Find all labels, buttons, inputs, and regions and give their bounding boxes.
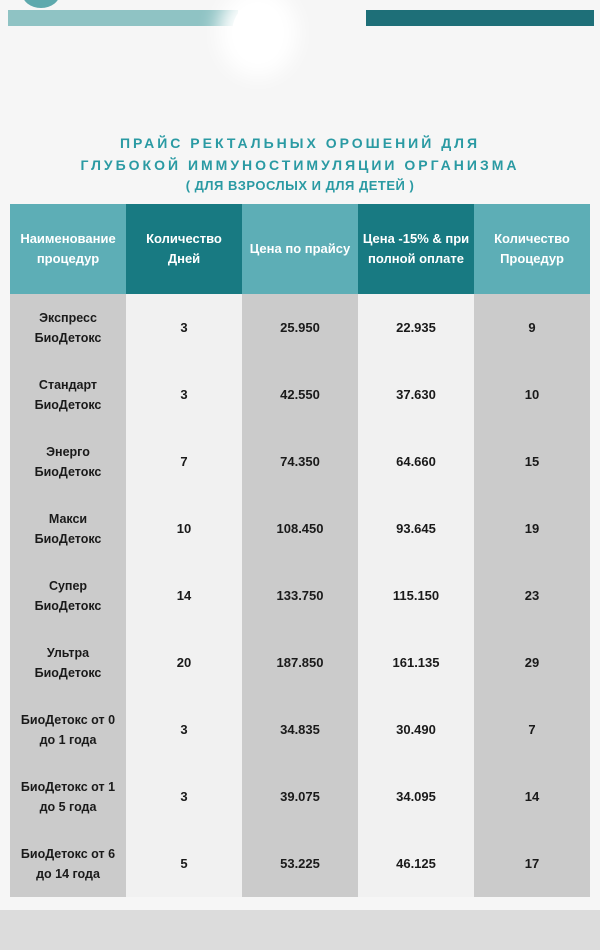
cell-procedures-count: 14 (474, 763, 590, 830)
cell-procedures-count: 17 (474, 830, 590, 897)
cell-discount-price: 34.095 (358, 763, 474, 830)
cell-procedures-count: 23 (474, 562, 590, 629)
cell-list-price: 108.450 (242, 495, 358, 562)
price-table (10, 204, 590, 897)
cell-procedure-name: БиоДетокс от 1 до 5 года (10, 763, 126, 830)
cell-days: 3 (126, 696, 242, 763)
cell-days: 20 (126, 629, 242, 696)
header-procedures-count: Количество Процедур (474, 204, 590, 294)
cell-list-price: 25.950 (242, 294, 358, 361)
title-subtitle: ( ДЛЯ ВЗРОСЛЫХ И ДЛЯ ДЕТЕЙ ) (185, 178, 415, 193)
cell-procedure-name: БиоДетокс от 6 до 14 года (10, 830, 126, 897)
cell-discount-price: 93.645 (358, 495, 474, 562)
table-row (10, 629, 590, 696)
bottom-strip (0, 910, 600, 950)
cell-procedure-name: Экспресс БиоДетокс (10, 294, 126, 361)
cell-procedure-name: Супер БиоДетокс (10, 562, 126, 629)
table-row (10, 428, 590, 495)
cell-discount-price: 37.630 (358, 361, 474, 428)
cell-days: 14 (126, 562, 242, 629)
cell-procedures-count: 7 (474, 696, 590, 763)
title-line-2: ГЛУБОКОЙ ИММУНОСТИМУЛЯЦИИ ОРГАНИЗМА (80, 157, 520, 173)
header-days-count: Количество Дней (126, 204, 242, 294)
table-row (10, 830, 590, 897)
cell-list-price: 39.075 (242, 763, 358, 830)
table-row (10, 763, 590, 830)
cell-procedures-count: 15 (474, 428, 590, 495)
header-discount-price: Цена -15% & при полной оплате (358, 204, 474, 294)
cell-days: 3 (126, 361, 242, 428)
cell-days: 3 (126, 763, 242, 830)
cell-discount-price: 115.150 (358, 562, 474, 629)
cell-procedure-name: Энерго БиоДетокс (10, 428, 126, 495)
cell-list-price: 34.835 (242, 696, 358, 763)
table-row (10, 294, 590, 361)
cell-procedures-count: 29 (474, 629, 590, 696)
cell-list-price: 187.850 (242, 629, 358, 696)
blurred-logo-icon (232, 2, 284, 64)
header-list-price: Цена по прайсу (242, 204, 358, 294)
cell-procedures-count: 9 (474, 294, 590, 361)
table-row (10, 562, 590, 629)
price-list-title (0, 132, 600, 196)
cell-procedure-name: Ультра БиоДетокс (10, 629, 126, 696)
cell-discount-price: 30.490 (358, 696, 474, 763)
cell-discount-price: 161.135 (358, 629, 474, 696)
cell-days: 5 (126, 830, 242, 897)
header-bar-right (366, 10, 594, 26)
table-row (10, 361, 590, 428)
cell-procedure-name: БиоДетокс от 0 до 1 года (10, 696, 126, 763)
header-procedure-name: Наименование процедур (10, 204, 126, 294)
cell-discount-price: 22.935 (358, 294, 474, 361)
table-header-row (10, 204, 590, 294)
cell-list-price: 133.750 (242, 562, 358, 629)
cell-list-price: 74.350 (242, 428, 358, 495)
cell-list-price: 53.225 (242, 830, 358, 897)
cell-days: 7 (126, 428, 242, 495)
cell-discount-price: 64.660 (358, 428, 474, 495)
header-bar-left (8, 10, 238, 26)
cell-discount-price: 46.125 (358, 830, 474, 897)
cell-procedure-name: Макси БиоДетокс (10, 495, 126, 562)
cell-procedures-count: 19 (474, 495, 590, 562)
cell-procedures-count: 10 (474, 361, 590, 428)
table-row (10, 495, 590, 562)
cell-list-price: 42.550 (242, 361, 358, 428)
logo-icon (22, 0, 60, 8)
cell-days: 3 (126, 294, 242, 361)
table-row (10, 696, 590, 763)
cell-days: 10 (126, 495, 242, 562)
title-line-1: ПРАЙС РЕКТАЛЬНЫХ ОРОШЕНИЙ ДЛЯ (119, 135, 481, 151)
cell-procedure-name: Стандарт БиоДетокс (10, 361, 126, 428)
